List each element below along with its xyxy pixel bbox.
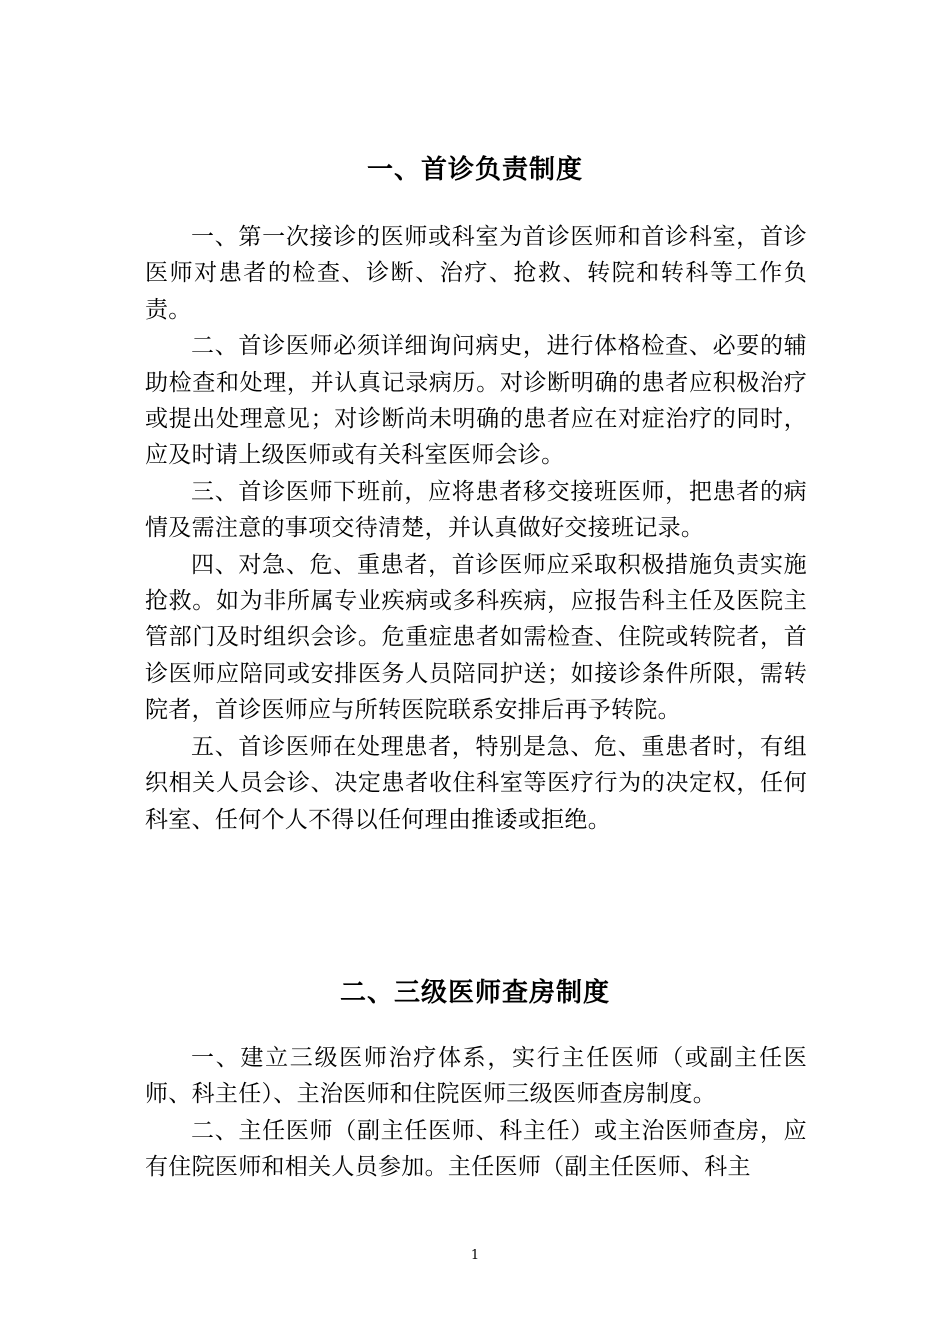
section-body-first-visit	[145, 219, 807, 838]
paragraph: 三、首诊医师下班前，应将患者移交接班医师，把患者的病情及需注意的事项交待清楚，并认真做好交接班记录。	[145, 478, 807, 542]
section-title-ward-rounds: 二、三级医师查房制度	[339, 978, 610, 1008]
paragraph: 二、主任医师（副主任医师、科主任）或主治医师查房，应有住院医师和相关人员参加。主任医师（副主任医师、科主	[145, 1117, 807, 1181]
page-number: 1	[470, 1248, 480, 1263]
paragraph: 一、建立三级医师治疗体系，实行主任医师（或副主任医师、科主任）、主治医师和住院医师三级医师查房制度。	[145, 1045, 807, 1108]
section-body-ward-rounds	[145, 1040, 807, 1186]
paragraph: 二、首诊医师必须详细询问病史，进行体格检查、必要的辅助检查和处理，并认真记录病历。对诊断明确的患者应积极治疗或提出处理意见；对诊断尚未明确的患者应在对症治疗的同时，应及时请上级医师或有关科室医师会诊。	[145, 333, 807, 469]
section-title-first-visit: 一、首诊负责制度	[366, 155, 583, 185]
paragraph: 五、首诊医师在处理患者，特别是急、危、重患者时，有组织相关人员会诊、决定患者收住科室等医疗行为的决定权，任何科室、任何个人不得以任何理由推诿或拒绝。	[145, 733, 807, 833]
paragraph: 四、对急、危、重患者，首诊医师应采取积极措施负责实施抢救。如为非所属专业疾病或多科疾病，应报告科主任及医院主管部门及时组织会诊。危重症患者如需检查、住院或转院者，首诊医师应陪同或安排医务人员陪同护送；如接诊条件所限，需转院者，首诊医师应与所转医院联系安排后再予转院。	[145, 551, 807, 724]
paragraph: 一、第一次接诊的医师或科室为首诊医师和首诊科室，首诊医师对患者的检查、诊断、治疗、抢救、转院和转科等工作负责。	[145, 224, 807, 323]
